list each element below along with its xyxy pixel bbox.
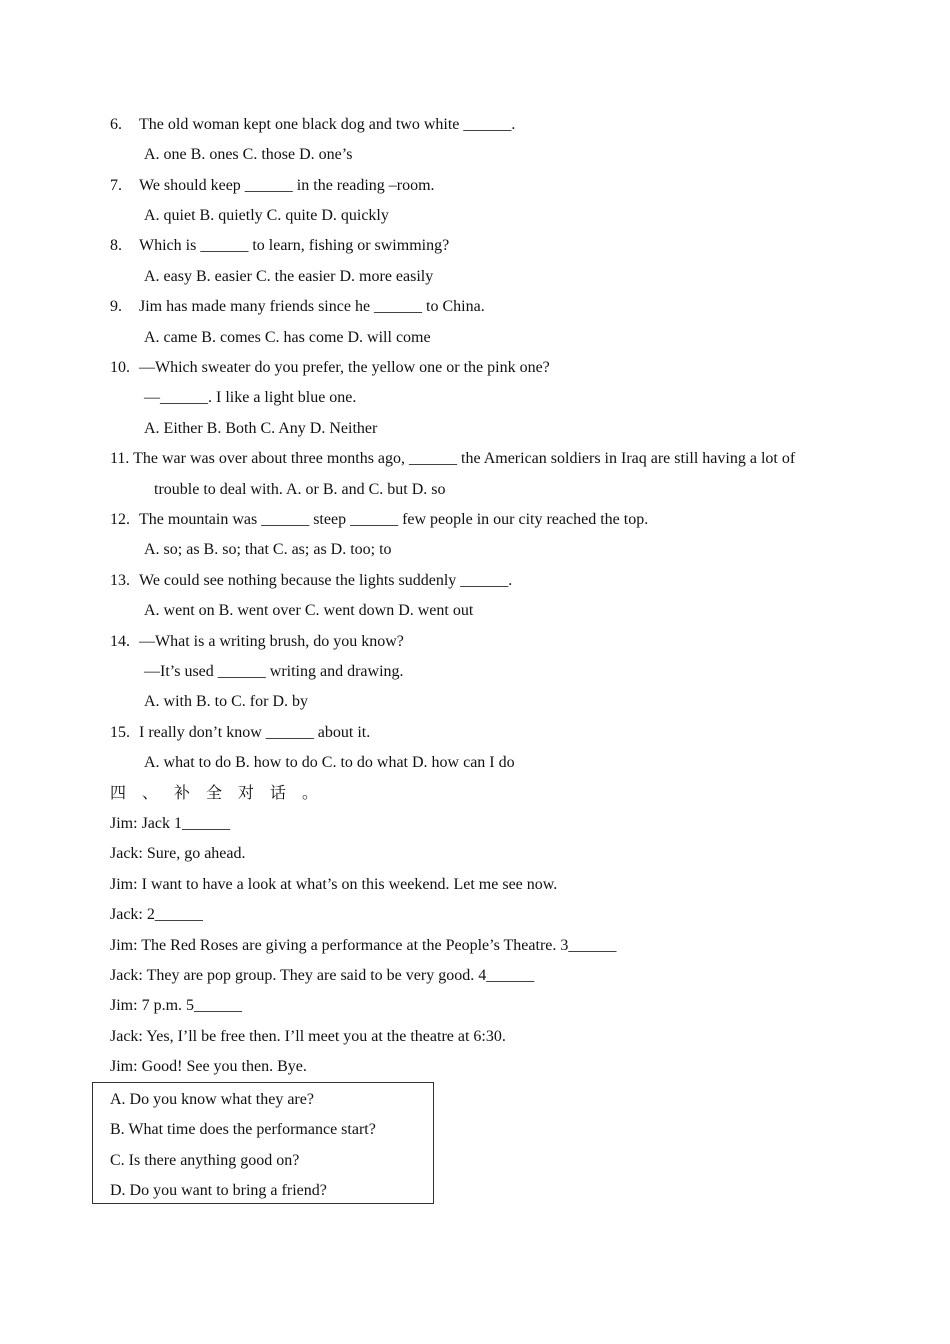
answer-choice: D. Do you want to bring a friend? bbox=[110, 1182, 327, 1199]
question-13-stem bbox=[110, 571, 512, 591]
question-9-options: A. came B. comes C. has come D. will come bbox=[144, 329, 431, 346]
question-number: 13. bbox=[110, 572, 130, 589]
answer-choice: B. What time does the performance start? bbox=[110, 1121, 376, 1138]
question-number: 10. bbox=[110, 359, 130, 376]
question-number: 6. bbox=[110, 116, 122, 133]
question-14-stem bbox=[110, 632, 404, 652]
question-6-options: A. one B. ones C. those D. one’s bbox=[144, 146, 353, 163]
question-text: The mountain was ______ steep ______ few people in our city reached the top. bbox=[139, 511, 649, 528]
question-11-stem: 11. The war was over about three months ago, ______ the American soldiers in Iraq are still having a lot of bbox=[110, 450, 796, 467]
question-text: —Which sweater do you prefer, the yellow one or the pink one? bbox=[139, 359, 550, 376]
answer-choice: A. Do you know what they are? bbox=[110, 1091, 314, 1108]
question-13-options: A. went on B. went over C. went down D. went out bbox=[144, 602, 474, 619]
question-number: 15. bbox=[110, 724, 130, 741]
question-number: 7. bbox=[110, 177, 122, 194]
question-number: 12. bbox=[110, 511, 130, 528]
dialogue-line: Jack: 2______ bbox=[110, 906, 203, 923]
question-10-reply: —______. I like a light blue one. bbox=[144, 389, 357, 406]
dialogue-line: Jack: Yes, I’ll be free then. I’ll meet you at the theatre at 6:30. bbox=[110, 1028, 506, 1045]
question-8-options: A. easy B. easier C. the easier D. more easily bbox=[144, 268, 434, 285]
dialogue-line: Jack: Sure, go ahead. bbox=[110, 845, 246, 862]
question-number: 8. bbox=[110, 237, 122, 254]
question-text: Jim has made many friends since he ______ to China. bbox=[139, 298, 485, 315]
question-text: I really don’t know ______ about it. bbox=[139, 724, 371, 741]
dialogue-line: Jim: The Red Roses are giving a performance at the People’s Theatre. 3______ bbox=[110, 937, 617, 954]
answer-choice: C. Is there anything good on? bbox=[110, 1152, 300, 1169]
question-11-stem-continued: trouble to deal with. A. or B. and C. but D. so bbox=[154, 481, 446, 498]
question-number: 9. bbox=[110, 298, 122, 315]
question-14-reply: —It’s used ______ writing and drawing. bbox=[144, 663, 404, 680]
dialogue-line: Jim: Good! See you then. Bye. bbox=[110, 1058, 307, 1075]
question-10-options: A. Either B. Both C. Any D. Neither bbox=[144, 420, 378, 437]
question-8-stem bbox=[110, 236, 449, 256]
question-7-options: A. quiet B. quietly C. quite D. quickly bbox=[144, 207, 389, 224]
question-12-options: A. so; as B. so; that C. as; as D. too; to bbox=[144, 541, 392, 558]
dialogue-line: Jack: They are pop group. They are said to be very good. 4______ bbox=[110, 967, 535, 984]
question-10-stem bbox=[110, 358, 550, 378]
question-15-stem bbox=[110, 723, 370, 743]
question-15-options: A. what to do B. how to do C. to do what D. how can I do bbox=[144, 754, 515, 771]
dialogue-line: Jim: Jack 1______ bbox=[110, 815, 230, 832]
question-text: We should keep ______ in the reading –room. bbox=[139, 177, 435, 194]
dialogue-line: Jim: 7 p.m. 5______ bbox=[110, 997, 243, 1014]
answer-choices-box bbox=[92, 1082, 434, 1204]
question-6-stem bbox=[110, 115, 515, 135]
question-text: —What is a writing brush, do you know? bbox=[139, 633, 404, 650]
dialogue-line: Jim: I want to have a look at what’s on this weekend. Let me see now. bbox=[110, 876, 558, 893]
question-text: The old woman kept one black dog and two white ______. bbox=[139, 116, 516, 133]
question-14-options: A. with B. to C. for D. by bbox=[144, 693, 308, 710]
question-text: Which is ______ to learn, fishing or swimming? bbox=[139, 237, 450, 254]
question-number: 14. bbox=[110, 633, 130, 650]
question-12-stem bbox=[110, 510, 648, 530]
question-7-stem bbox=[110, 176, 435, 196]
section-heading: 四、补全对话。 bbox=[110, 785, 335, 802]
question-text: We could see nothing because the lights suddenly ______. bbox=[139, 572, 513, 589]
question-9-stem bbox=[110, 297, 485, 317]
